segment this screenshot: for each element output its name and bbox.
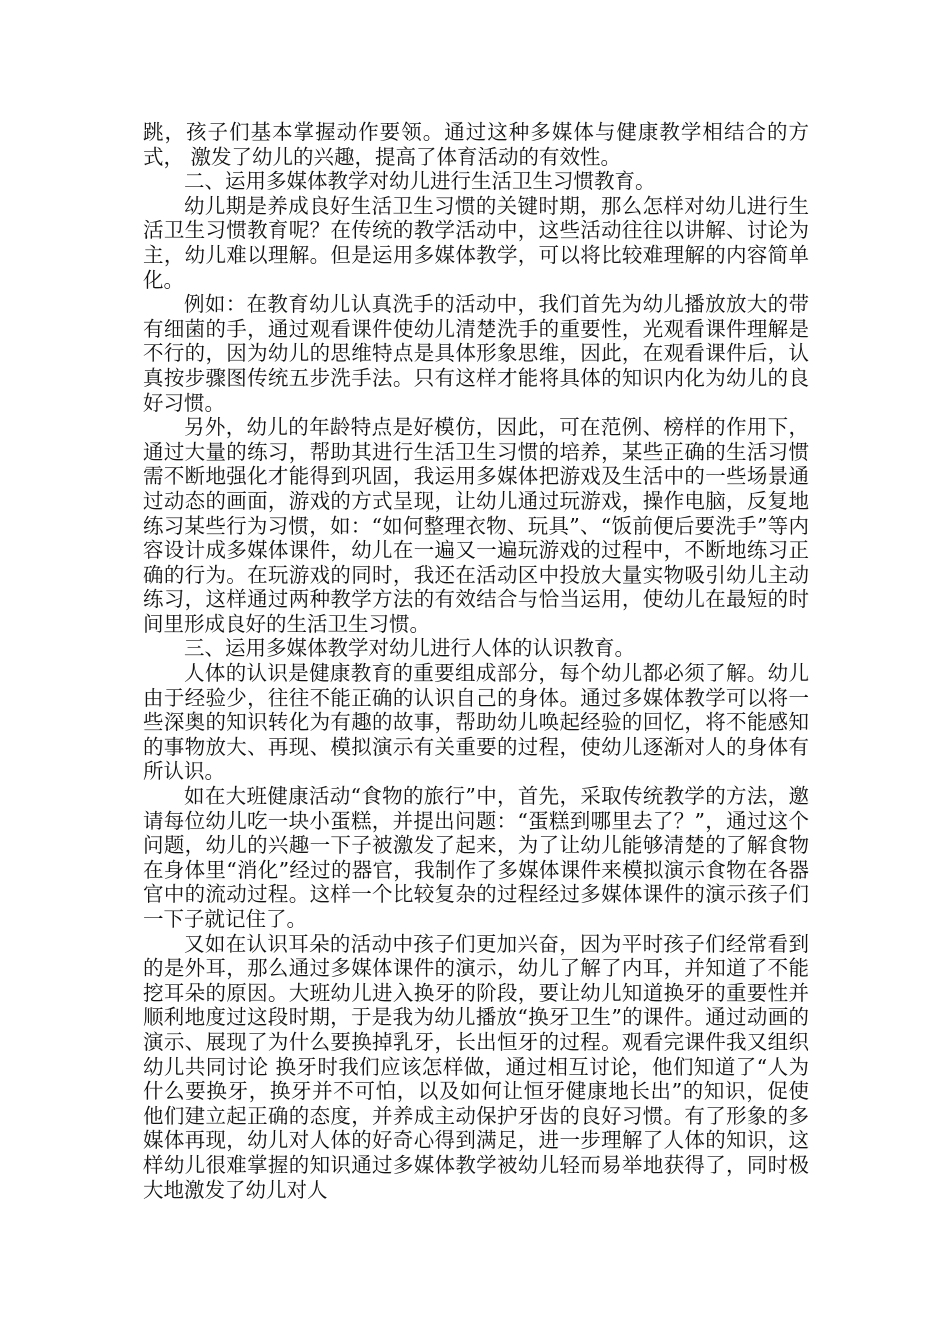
section-heading-2: 二、运用多媒体教学对幼儿进行生活卫生习惯教育。 — [184, 169, 656, 194]
paragraph: 如在大班健康活动“食物的旅行”中，首先，采取传统教学的方法，邀请每位幼儿吃一块小蛋糕，并提出问题：“蛋糕到哪里去了？”，通过这个问题，幼儿的兴趣一下子被激发了起来，为了让幼儿能够清楚的了解食物在身体里“消化”经过的器官，我制作了多媒体课件来模拟演示食物在各器官中的流动过程。这样一个比较复杂的过程经过多媒体课件的演示孩子们一下子就记住了。 — [143, 784, 809, 931]
paragraph: 又如在认识耳朵的活动中孩子们更加兴奋，因为平时孩子们经常看到的是外耳，那么通过多媒体课件的演示，幼儿了解了内耳，并知道了不能挖耳朵的原因。大班幼儿进入换牙的阶段，要让幼儿知道换牙的重要性并顺利地度过这段时期，于是我为幼儿播放“换牙卫生”的课件。通过动画的演示、展现了为什么要换掉乳牙，长出恒牙的过程。观看完课件我又组织幼儿共同讨论 换牙时我们应该怎样做，通过相互讨论，他们知道了“人为什么要换牙，换牙并不可怕，以及如何让恒牙健康地长出”的知识，促使他们建立起正确的态度，并养成主动保护牙齿的良好习惯。有了形象的多媒体再现，幼儿对人体的好奇心得到满足，进一步理解了人体的知识，这样幼儿很难掌握的知识通过多媒体教学被幼儿轻而易举地获得了，同时极大地激发了幼儿对人 — [143, 931, 809, 1202]
paragraph: 人体的认识是健康教育的重要组成部分，每个幼儿都必须了解。幼儿由于经验少，往往不能正确的认识自己的身体。通过多媒体教学可以将一些深奥的知识转化为有趣的故事，帮助幼儿唤起经验的回忆，将不能感知的事物放大、再现、模拟演示有关重要的过程，使幼儿逐渐对人的身体有所认识。 — [143, 661, 809, 784]
paragraph-continued: 跳，孩子们基本掌握动作要领。通过这种多媒体与健康教学相结合的方式， 激发了幼儿的兴趣，提高了体育活动的有效性。 — [143, 120, 809, 169]
paragraph: 幼儿期是养成良好生活卫生习惯的关键时期，那么怎样对幼儿进行生活卫生习惯教育呢？在传统的教学活动中，这些活动往往以讲解、讨论为主，幼儿难以理解。但是运用多媒体教学，可以将比较难理解的内容简单化。 — [143, 193, 809, 292]
section-heading-3: 三、运用多媒体教学对幼儿进行人体的认识教育。 — [184, 636, 635, 661]
document-body — [143, 120, 809, 1202]
paragraph: 另外，幼儿的年龄特点是好模仿，因此，可在范例、榜样的作用下，通过大量的练习，帮助其进行生活卫生习惯的培养，某些正确的生活习惯需不断地强化才能得到巩固，我运用多媒体把游戏及生活中的一些场景通过动态的画面，游戏的方式呈现，让幼儿通过玩游戏，操作电脑，反复地练习某些行为习惯，如：“如何整理衣物、玩具”、“饭前便后要洗手”等内容设计成多媒体课件，幼儿在一遍又一遍玩游戏的过程中，不断地练习正确的行为。在玩游戏的同时，我还在活动区中投放大量实物吸引幼儿主动练习，这样通过两种教学方法的有效结合与恰当运用，使幼儿在最短的时间里形成良好的生活卫生习惯。 — [143, 415, 809, 636]
paragraph: 例如：在教育幼儿认真洗手的活动中，我们首先为幼儿播放放大的带有细菌的手，通过观看课件使幼儿清楚洗手的重要性，光观看课件理解是不行的，因为幼儿的思维特点是具体形象思维，因此，在观看课件后，认真按步骤图传统五步洗手法。只有这样才能将具体的知识内化为幼儿的良好习惯。 — [143, 292, 809, 415]
